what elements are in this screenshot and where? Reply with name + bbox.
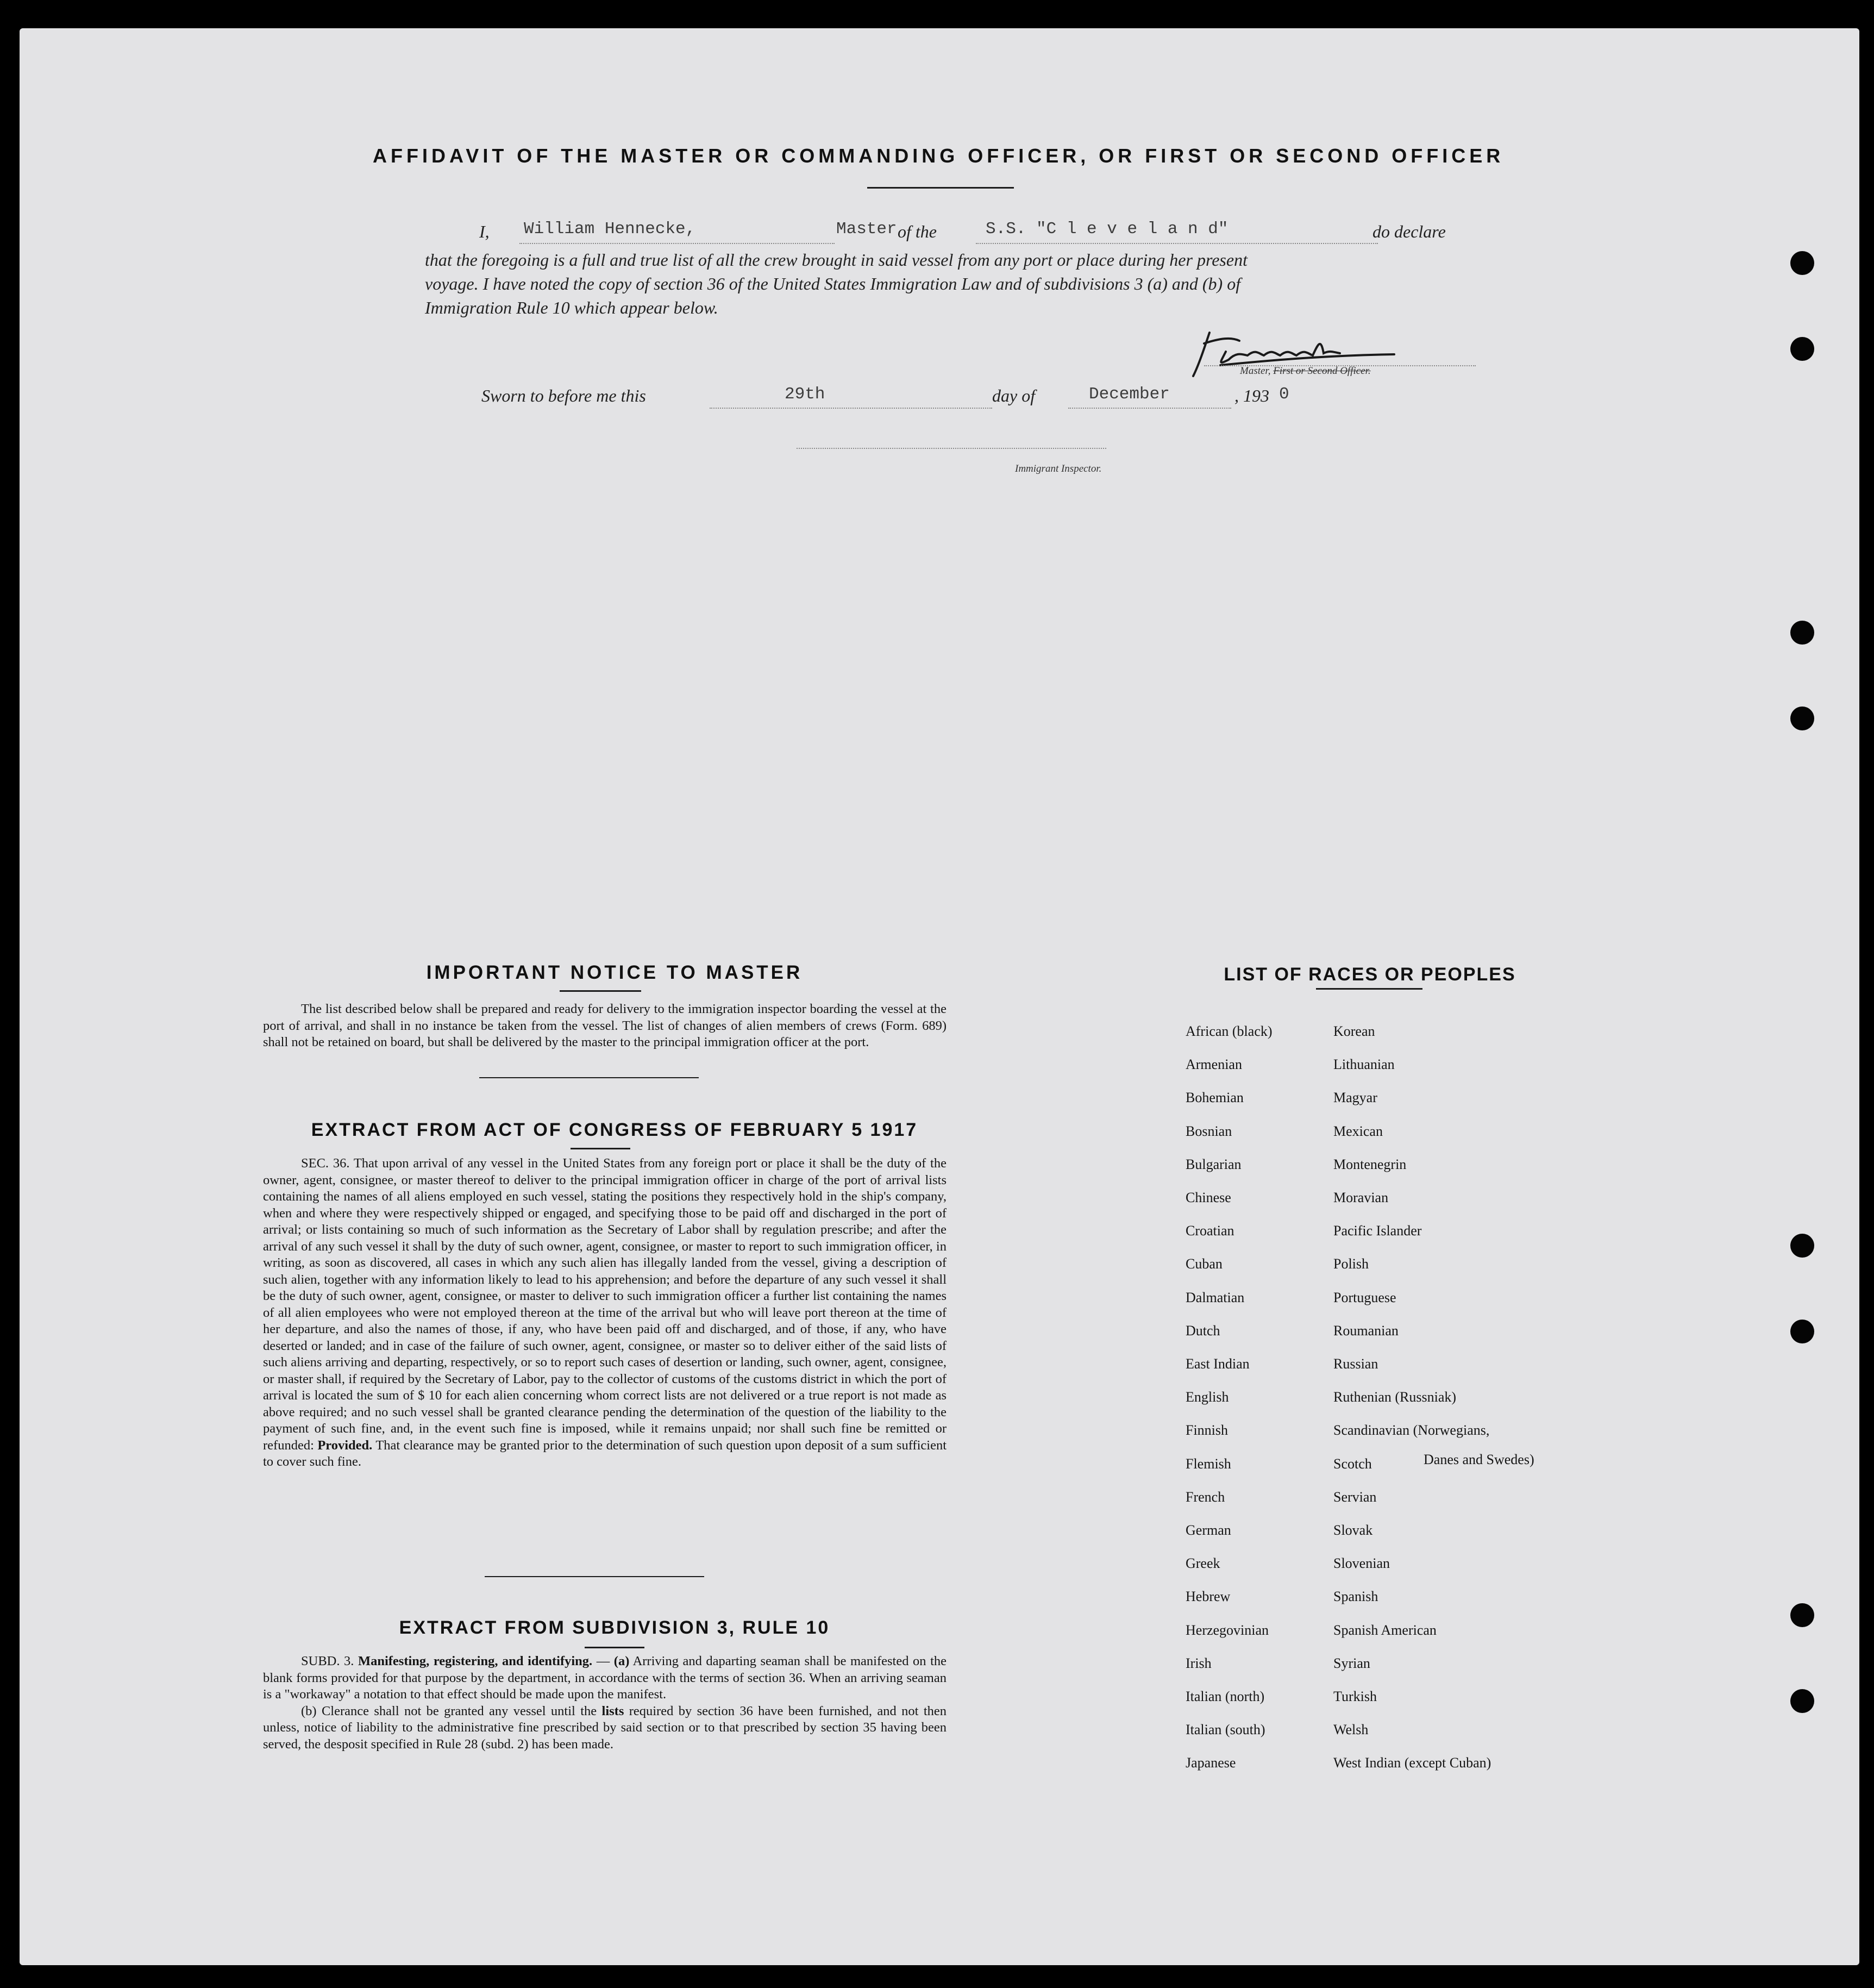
race-item: Polish <box>1333 1256 1369 1272</box>
signature-caption <box>1240 365 1371 377</box>
race-item: Irish <box>1186 1655 1212 1671</box>
punch-hole <box>1790 1234 1814 1258</box>
race-item: Flemish <box>1186 1455 1231 1472</box>
race-item: Turkish <box>1333 1689 1377 1704</box>
race-item: English <box>1186 1389 1229 1405</box>
punch-hole <box>1790 337 1814 361</box>
race-item: Welsh <box>1333 1722 1369 1738</box>
act-text-main: SEC. 36. That upon arrival of any vessel in the United States from any foreign port or place it shall be the duty of the owner, agent, consignee, or master thereof to deliver to the principal immigration officer in charge of the port of arrival lists containing the names of all aliens employed en such vessel, stating the positions they respectively hold in the ship's company, when and where they were respectively shipped or engaged, and specifying those to be paid off and discharged in the port of arrival; or lists containing so much of such information as the Secretary of Labor shall by regulation prescribe; and after the arrival of any such vessel it shall by the duty of such owner, agent, consignee, or master to report to such immigration officer, in writing, as soon as discovered, all cases in which any such alien has illegally landed from the vessel, giving a description of such alien, together with any information likely to lead to his apprehension; and before the departure of any such vessel it shall be the duty of such owner, agent, consignee, or master to deliver to such immigration officer a further list containing the names of all alien employees who were not employed thereon at the time of the arrival but who will leave port thereon at the time of her departure, and also the names of those, if any, who have been paid off and discharged, and of those, if any, who have deserted or landed; and in case of the failure of such owner, agent, consignee, or master so to deliver either of the said lists of such aliens arriving and departing, respectively, or so to report such cases of desertion or landing, such owner, agent, consignee, or master shall, if required by the Secretary of Labor, pay to the collector of customs of the customs district in which the port of arrival is located the sum of $ 10 for each alien concerning whom correct lists are not delivered or a true report is not made as above required; and no such vessel shall be granted clearance pending the determination of the question of the liability to the payment of such fine, and, in the event such fine is imposed, while it remains unpaid; nor shall such fine be remitted or refunded: <box>263 1156 947 1453</box>
race-item: Magyar <box>1333 1090 1377 1106</box>
day-of-label: day of <box>992 386 1036 405</box>
punch-hole <box>1790 251 1814 275</box>
inspector-line <box>797 448 1106 449</box>
document-sheet <box>20 28 1859 1965</box>
race-item: Bulgarian <box>1186 1156 1242 1172</box>
notice-title: IMPORTANT NOTICE TO MASTER <box>426 962 803 983</box>
title-rule <box>867 187 1014 189</box>
rule-b-text-2: required by section 36 have been furnished, and not then unless, notice of liability to the administrative fine prescribed by said section or to that prescribed by section 35 having been served, the desposit specified in Rule 28 (subd. 2) has been made. <box>263 1703 947 1752</box>
race-item: German <box>1186 1522 1231 1538</box>
race-item: Bosnian <box>1186 1123 1232 1139</box>
race-item: Russian <box>1333 1356 1378 1372</box>
race-item: Roumanian <box>1333 1322 1399 1339</box>
vessel-fill-line <box>976 243 1378 244</box>
race-item: Servian <box>1333 1489 1377 1505</box>
race-scandinavian-cont: Danes and Swedes) <box>1424 1452 1534 1467</box>
race-item: Cuban <box>1186 1256 1223 1272</box>
act-divider <box>485 1576 704 1577</box>
master-name: William Hennecke, <box>524 220 696 239</box>
year-suffix: 0 <box>1279 385 1289 404</box>
rule-b-text-1: Clerance shall not be granted any vessel until the <box>316 1703 602 1718</box>
caption-struck: First or Second Officer. <box>1273 365 1371 377</box>
rule-b-lists: lists <box>601 1703 624 1718</box>
year-prefix: , 193 <box>1234 386 1269 405</box>
month-fill-line <box>1068 408 1231 409</box>
race-item: Spanish <box>1333 1589 1378 1605</box>
affidavit-line-4: Immigration Rule 10 which appear below. <box>425 298 718 317</box>
punch-hole <box>1790 1320 1814 1343</box>
race-item: Montenegrin <box>1333 1156 1407 1172</box>
act-body <box>263 1155 947 1471</box>
race-item: Slovak <box>1333 1522 1373 1538</box>
sworn-label: Sworn to before me this <box>481 386 646 405</box>
race-item: Moravian <box>1333 1190 1389 1205</box>
race-item: Dalmatian <box>1186 1289 1245 1305</box>
rule-a-dash: — <box>592 1654 614 1668</box>
race-item: Scotch <box>1333 1455 1372 1472</box>
race-item: Ruthenian (Russniak) <box>1333 1389 1457 1405</box>
rule-a-heading: Manifesting, registering, and identifying. <box>358 1654 593 1668</box>
race-item: Lithuanian <box>1333 1056 1395 1073</box>
race-item: Hebrew <box>1186 1589 1231 1605</box>
rule-body <box>263 1653 947 1753</box>
rule-a-prefix: SUBD. 3. <box>301 1654 354 1668</box>
rule-b-label: (b) <box>301 1703 317 1718</box>
act-text-provided: Provided. <box>317 1437 373 1453</box>
race-item: Herzegovinian <box>1186 1622 1269 1638</box>
act-text-end: That clearance may be granted prior to the determination of such question upon deposit of a sum sufficient to cover such fine. <box>263 1437 947 1469</box>
race-item: East Indian <box>1186 1356 1250 1372</box>
race-item: Croatian <box>1186 1223 1234 1239</box>
race-item: Pacific Islander <box>1333 1223 1422 1239</box>
inspector-label: Immigrant Inspector. <box>1015 463 1102 474</box>
race-item: Syrian <box>1333 1655 1370 1671</box>
vessel-name: S.S. "C l e v e l a n d" <box>986 220 1229 239</box>
race-item: Italian (north) <box>1186 1689 1265 1704</box>
punch-hole <box>1790 707 1814 730</box>
affidavit-i: I, <box>479 222 490 241</box>
race-item: Portuguese <box>1333 1289 1396 1305</box>
act-rule <box>571 1148 630 1149</box>
notice-divider <box>479 1077 699 1078</box>
race-item: Finnish <box>1186 1422 1229 1439</box>
punch-hole <box>1790 621 1814 645</box>
sworn-month: December <box>1089 385 1170 404</box>
do-declare-label: do declare <box>1372 222 1446 241</box>
rule-title: EXTRACT FROM SUBDIVISION 3, RULE 10 <box>399 1617 830 1638</box>
act-title: EXTRACT FROM ACT OF CONGRESS OF FEBRUARY 5 1917 <box>311 1120 918 1140</box>
act-text <box>263 1155 947 1471</box>
races-title: LIST OF RACES OR PEOPLES <box>1224 964 1516 985</box>
race-item: Armenian <box>1186 1056 1242 1073</box>
name-fill-line <box>519 243 835 244</box>
punch-hole <box>1790 1689 1814 1713</box>
rule-para-b <box>263 1703 947 1753</box>
race-item: Chinese <box>1186 1190 1231 1205</box>
day-fill-line <box>710 408 992 409</box>
notice-body <box>263 1001 947 1051</box>
race-item: Japanese <box>1186 1755 1236 1771</box>
affidavit-title: AFFIDAVIT OF THE MASTER OR COMMANDING OFFICER, OR FIRST OR SECOND OFFICER <box>373 145 1505 167</box>
race-item: Greek <box>1186 1555 1220 1572</box>
race-item: Slovenian <box>1333 1555 1390 1572</box>
rank-value: Master <box>836 220 897 239</box>
race-item: Scandinavian (Norwegians, <box>1333 1422 1490 1439</box>
affidavit-line-2: that the foregoing is a full and true list of all the crew brought in said vessel from any port or place during her present <box>425 250 1248 270</box>
race-item: Mexican <box>1333 1123 1383 1139</box>
race-item: Spanish American <box>1333 1622 1437 1638</box>
race-item: West Indian (except Cuban) <box>1333 1755 1491 1771</box>
race-item: Bohemian <box>1186 1090 1244 1106</box>
race-item: Korean <box>1333 1023 1375 1039</box>
race-item: French <box>1186 1489 1225 1505</box>
affidavit-line-3: voyage. I have noted the copy of section 36 of the United States Immigration Law and of subdivisions 3 (a) and (b) of <box>425 274 1241 293</box>
race-item: Italian (south) <box>1186 1722 1265 1738</box>
of-the-label: of the <box>898 222 937 241</box>
punch-hole <box>1790 1603 1814 1627</box>
caption-master: Master, <box>1240 365 1271 377</box>
rule-rule <box>585 1647 644 1648</box>
sworn-day: 29th <box>785 385 825 404</box>
notice-text: The list described below shall be prepared and ready for delivery to the immigration inspector boarding the vessel at the port of arrival, and shall in no instance be taken from the vessel. The list of changes of alien members of crews (Form. 689) shall not be retained on board, but shall be delivered by the master to the principal immigration officer at the port. <box>263 1002 947 1049</box>
race-item: Dutch <box>1186 1322 1220 1339</box>
rule-a-label: (a) <box>613 1654 630 1668</box>
rule-a-text: Arriving and daparting seaman shall be manifested on the blank forms provided for that purpose by the department, in accordance with the terms of section 36. When an arriving seaman is a "workaway" a notation to that effect should be made upon the manifest. <box>263 1654 947 1702</box>
race-item: African (black) <box>1186 1023 1273 1039</box>
notice-rule <box>560 990 641 992</box>
rule-para-a <box>263 1653 947 1703</box>
races-rule <box>1316 988 1422 990</box>
